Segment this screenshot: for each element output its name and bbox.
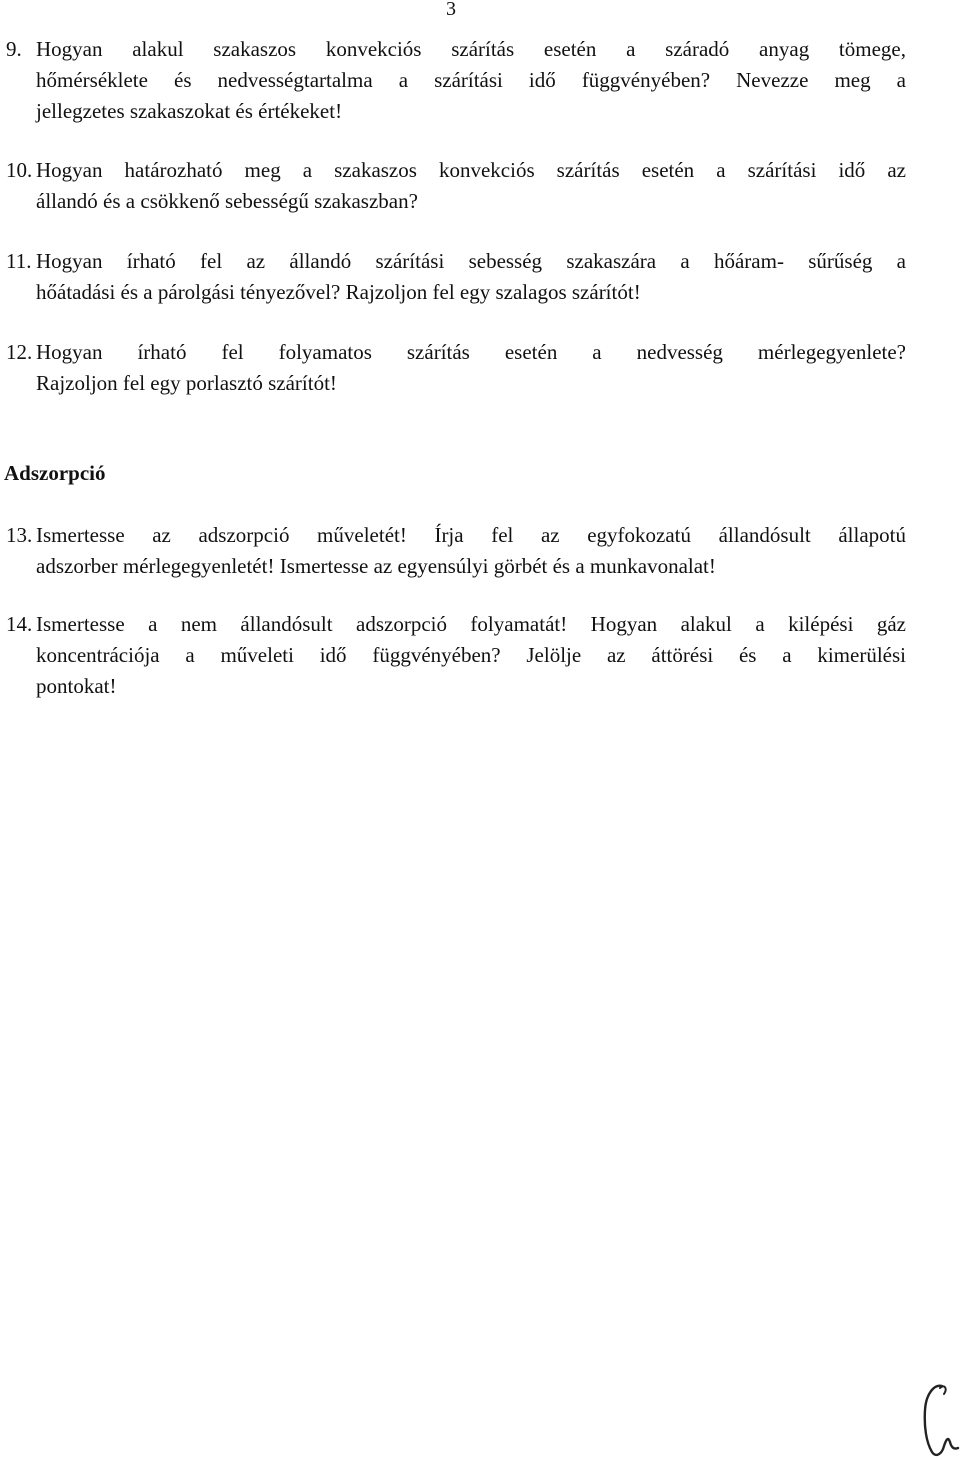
question-line xyxy=(6,65,906,96)
question-number: 14. xyxy=(6,612,33,636)
question-text-line: Hogyan határozható meg a szakaszos konvekciós szárítás esetén a szárítási idő az xyxy=(36,158,906,182)
question-13 xyxy=(6,520,906,582)
question-number: 13. xyxy=(6,523,33,547)
question-text-line: Ismertesse a nem állandósult adszorpció folyamatát! Hogyan alakul a kilépési gáz xyxy=(36,612,906,636)
question-line xyxy=(6,277,906,308)
question-text-line: jellegzetes szakaszokat és értékeket! xyxy=(36,99,343,123)
question-text-line: állandó és a csökkenő sebességű szakaszban? xyxy=(36,189,418,213)
question-text-line: Rajzoljon fel egy porlasztó szárítót! xyxy=(36,371,337,395)
question-line xyxy=(6,155,906,186)
handwritten-signature xyxy=(918,1380,960,1460)
question-line xyxy=(6,671,906,702)
question-line xyxy=(6,186,906,217)
question-line xyxy=(6,337,906,368)
question-10 xyxy=(6,155,906,217)
question-text-line: koncentrációja a műveleti idő függvényében? Jelölje az áttörési és a kimerülési xyxy=(36,643,906,667)
question-text-line: hőátadási és a párolgási tényezővel? Rajzoljon fel egy szalagos szárítót! xyxy=(36,280,641,304)
question-line xyxy=(6,609,906,640)
question-text-line: Ismertesse az adszorpció műveletét! Írja fel az egyfokozatú állandósult állapotú xyxy=(36,523,906,547)
question-12 xyxy=(6,337,906,399)
question-11 xyxy=(6,246,906,308)
page-number: 3 xyxy=(446,0,456,20)
question-14 xyxy=(6,609,906,702)
question-number: 12. xyxy=(6,340,33,364)
question-text-line: adszorber mérlegegyenletét! Ismertesse az egyensúlyi görbét és a munkavonalat! xyxy=(36,554,716,578)
question-text-line: pontokat! xyxy=(36,674,117,698)
question-line xyxy=(6,34,906,65)
question-number: 10. xyxy=(6,158,33,182)
question-number: 11. xyxy=(6,249,32,273)
question-line xyxy=(6,520,906,551)
question-text-line: Hogyan írható fel folyamatos szárítás esetén a nedvesség mérlegegyenlete? xyxy=(36,340,906,364)
section-heading: Adszorpció xyxy=(4,461,106,485)
question-line xyxy=(6,368,906,399)
question-line xyxy=(6,246,906,277)
question-9 xyxy=(6,34,906,127)
question-line xyxy=(6,551,906,582)
question-number: 9. xyxy=(6,37,22,61)
question-text-line: Hogyan alakul szakaszos konvekciós szárítás esetén a száradó anyag tömege, xyxy=(36,37,906,61)
question-text-line: hőmérséklete és nedvességtartalma a szárítási idő függvényében? Nevezze meg a xyxy=(36,68,906,92)
question-text-line: Hogyan írható fel az állandó szárítási sebesség szakaszára a hőáram- sűrűség a xyxy=(36,249,906,273)
question-line xyxy=(6,96,906,127)
question-line xyxy=(6,640,906,671)
